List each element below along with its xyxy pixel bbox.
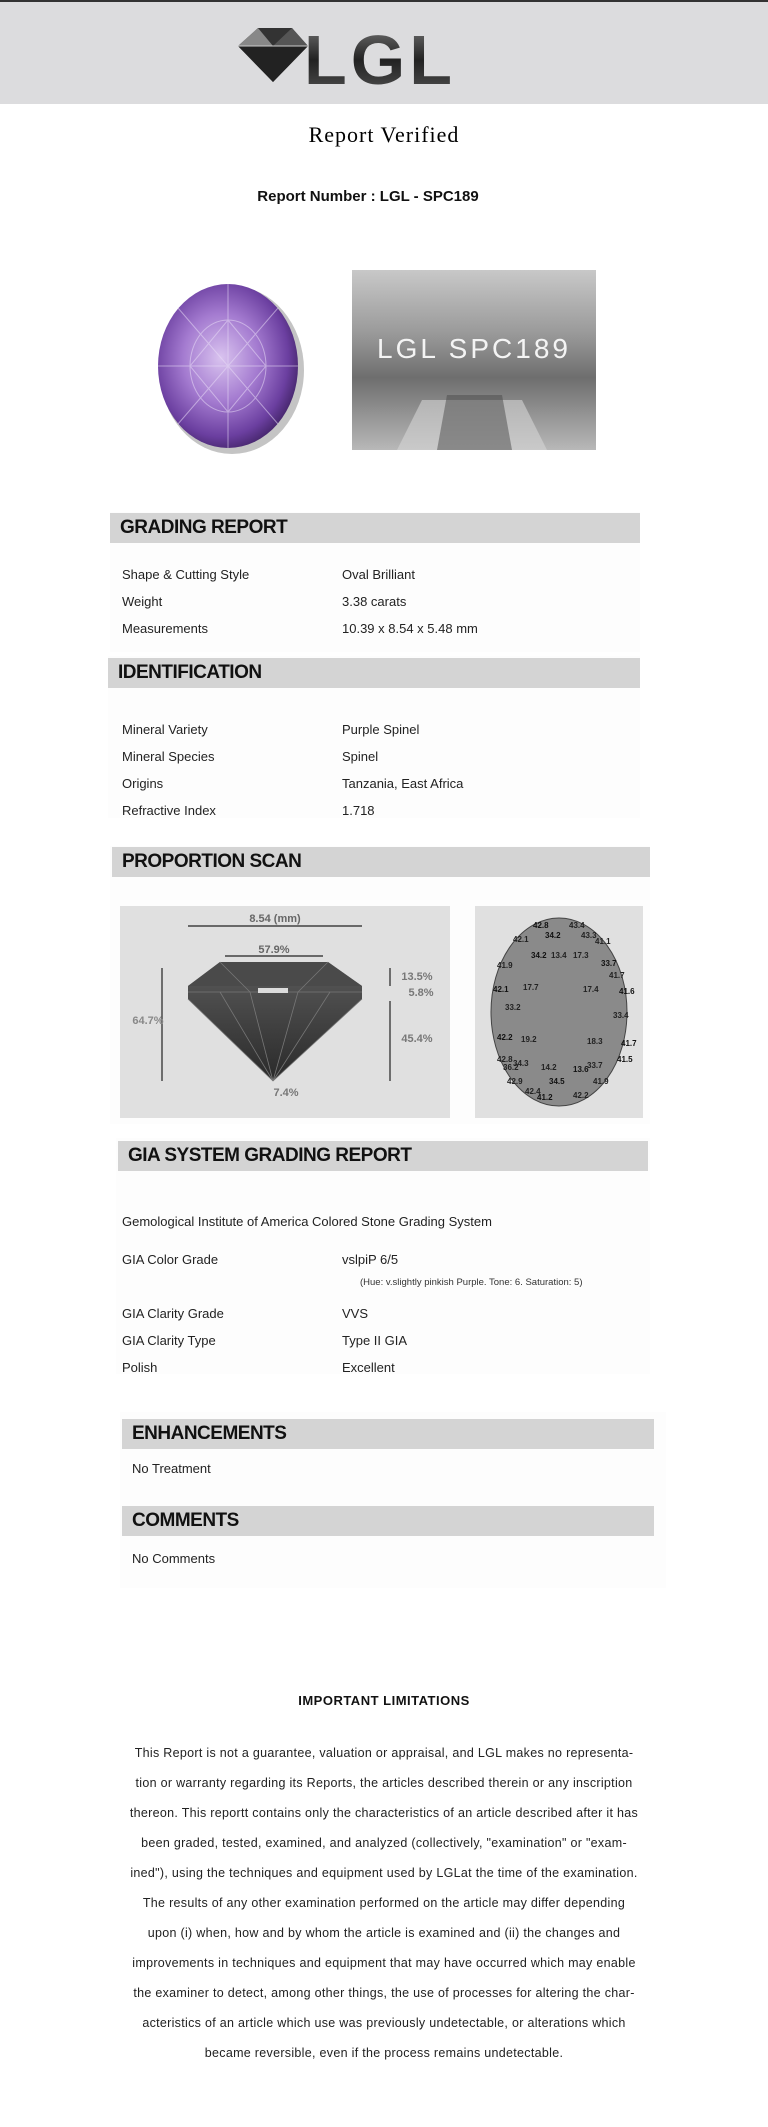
facet-value: 17.3 (573, 951, 589, 960)
facet-value: 43.4 (569, 921, 585, 930)
facet-value: 41.5 (617, 1055, 633, 1064)
limitations-line: The results of any other examination performed on the article may differ depending (142, 1896, 626, 1910)
limitations-line: ined"), using the techniques and equipment used by LGLat the time of the examination. (130, 1866, 638, 1880)
limitations-line: acteristics of an article which use was previously undetectable, or alterations which (142, 2016, 626, 2030)
width-label: 8.54 (mm) (249, 913, 301, 925)
color-grade-note: (Hue: v.slightly pinkish Purple. Tone: 6. Saturation: 5) (360, 1277, 583, 1288)
facet-value: 42.2 (573, 1091, 589, 1100)
row-label: GIA Clarity Grade (122, 1306, 224, 1321)
facet-value: 41.2 (537, 1093, 553, 1102)
svg-text:LGL SPC189: LGL SPC189 (377, 333, 571, 364)
row-value: VVS (342, 1306, 369, 1321)
facet-value: 34.5 (549, 1077, 565, 1086)
facet-map (475, 906, 643, 1118)
row-label: Mineral Species (122, 749, 215, 764)
pavilion-pct-label: 45.4% (401, 1033, 433, 1045)
row-label: Measurements (122, 621, 208, 636)
table-pct-label: 57.9% (258, 944, 290, 956)
row-label: Polish (122, 1360, 158, 1375)
section-heading-proportion: PROPORTION SCAN (112, 847, 650, 877)
crown-pct-label: 13.5% (401, 971, 433, 983)
facet-value: 36.2 (503, 1063, 519, 1072)
facet-value: 18.3 (587, 1037, 603, 1046)
limitations-line: tion or warranty regarding its Reports, the articles described therein or any inscription (135, 1776, 633, 1790)
row-value: Spinel (342, 749, 379, 764)
facet-value: 13.4 (551, 951, 567, 960)
row-label: Weight (122, 594, 163, 609)
facet-value: 42.1 (513, 935, 529, 944)
facet-value: 42.8 (497, 1055, 513, 1064)
comments-text: No Comments (132, 1551, 216, 1566)
lgl-logo (230, 16, 490, 96)
limitations-line: This Report is not a guarantee, valuation or appraisal, and LGL makes no representa- (134, 1746, 634, 1760)
facet-value: 14.2 (541, 1063, 557, 1072)
facet-value: 41.9 (497, 961, 513, 970)
facet-value: 42.8 (533, 921, 549, 930)
row-value: vslpiP 6/5 (342, 1252, 399, 1267)
culet-pct-label: 7.4% (273, 1087, 299, 1099)
facet-value: 42.4 (525, 1087, 541, 1096)
gia-subtitle: Gemological Institute of America Colored Stone Grading System (122, 1214, 492, 1229)
facet-value: 33.7 (587, 1061, 603, 1070)
row-value: 1.718 (342, 803, 375, 818)
limitations-line: the examiner to detect, among other things, the use of processes for altering the char- (133, 1986, 635, 2000)
girdle-pct-label: 5.8% (408, 987, 434, 999)
facet-value: 34.2 (531, 951, 547, 960)
row-value: 10.39 x 8.54 x 5.48 mm (342, 621, 478, 636)
facet-value: 41.1 (595, 937, 611, 946)
row-label: Origins (122, 776, 164, 791)
limitations-line: been graded, tested, examined, and analyzed (collectively, "examination" or "exam- (141, 1836, 627, 1850)
facet-value: 41.9 (593, 1077, 609, 1086)
limitations-line: became reversible, even if the process remains undetectable. (204, 2046, 564, 2060)
facet-value: 41.7 (609, 971, 625, 980)
row-label: GIA Clarity Type (122, 1333, 216, 1348)
limitations-line: upon (i) when, how and by whom the article is examined and (ii) the changes and (147, 1926, 621, 1940)
limitations-line: improvements in techniques and equipment that may have occurred which may enable (132, 1956, 636, 1970)
limitations-line: thereon. This reportt contains only the characteristics of an article described after it has (129, 1806, 639, 1820)
facet-value: 42.9 (507, 1077, 523, 1086)
facet-value: 33.2 (505, 1003, 521, 1012)
row-label: Mineral Variety (122, 722, 208, 737)
row-value: Purple Spinel (342, 722, 420, 737)
facet-value: 13.6 (573, 1065, 589, 1074)
inscription-photo (352, 270, 596, 450)
facet-value: 34.2 (545, 931, 561, 940)
header-bar (0, 0, 768, 104)
gemstone-photo (134, 270, 326, 460)
section-heading-identification: IDENTIFICATION (108, 658, 640, 688)
row-value: Type II GIA (342, 1333, 408, 1348)
row-label: Refractive Index (122, 803, 216, 818)
proportion-diagram (120, 906, 450, 1118)
row-label: Shape & Cutting Style (122, 567, 250, 582)
facet-value: 17.7 (523, 983, 539, 992)
limitations-title: IMPORTANT LIMITATIONS (298, 1693, 470, 1708)
report-number: Report Number : LGL - SPC189 (257, 188, 479, 205)
facet-value: 41.7 (621, 1039, 637, 1048)
facet-value: 41.6 (619, 987, 635, 996)
section-heading-grading: GRADING REPORT (110, 513, 640, 543)
facet-value: 43.3 (581, 931, 597, 940)
facet-value: 34.3 (513, 1059, 529, 1068)
section-heading-enhancements: ENHANCEMENTS (122, 1419, 654, 1449)
svg-text:LGL: LGL (304, 21, 456, 96)
facet-value: 33.4 (613, 1011, 629, 1020)
row-value: Excellent (342, 1360, 395, 1375)
section-heading-comments: COMMENTS (122, 1506, 654, 1536)
row-value: Oval Brilliant (342, 567, 415, 582)
facet-value: 33.7 (601, 959, 617, 968)
limitations-text (116, 1738, 652, 2068)
facet-value: 17.4 (583, 985, 599, 994)
section-heading-gia: GIA SYSTEM GRADING REPORT (118, 1141, 648, 1171)
page-title: Report Verified (308, 122, 460, 147)
row-value: 3.38 carats (342, 594, 407, 609)
facet-value: 42.2 (497, 1033, 513, 1042)
row-value: Tanzania, East Africa (342, 776, 464, 791)
facet-value: 42.1 (493, 985, 509, 994)
enhancements-text: No Treatment (132, 1461, 211, 1476)
row-label: GIA Color Grade (122, 1252, 219, 1267)
facet-value: 19.2 (521, 1035, 537, 1044)
depth-pct-label: 64.7% (132, 1015, 164, 1027)
